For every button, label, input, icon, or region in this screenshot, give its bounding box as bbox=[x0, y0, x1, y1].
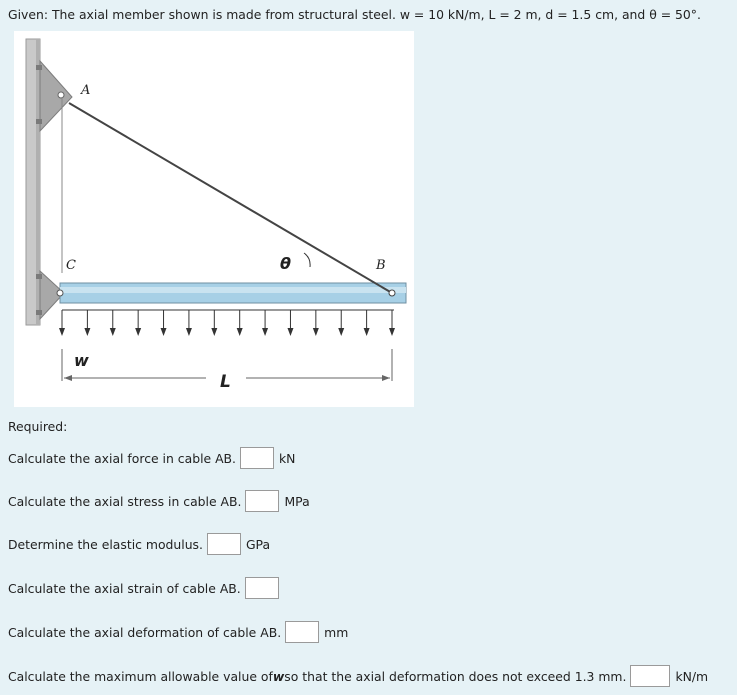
unit-label: kN/m bbox=[675, 668, 709, 684]
bolt bbox=[36, 274, 42, 279]
question-label: Calculate the axial strain of cable AB. bbox=[8, 580, 241, 596]
answer-input-elastic-modulus[interactable] bbox=[207, 533, 241, 555]
question-axial-force bbox=[8, 445, 295, 471]
unit-label: MPa bbox=[284, 493, 310, 509]
label-c: C bbox=[66, 258, 76, 273]
bracket-a bbox=[40, 61, 72, 131]
load-arrow-head bbox=[110, 328, 116, 336]
given-statement: Given: The axial member shown is made from structural steel. w = 10 kN/m, L = 2 m, d = 1.5 cm, and θ = 50°. bbox=[8, 7, 701, 22]
label-theta: θ bbox=[280, 254, 291, 273]
question-elastic-modulus bbox=[8, 531, 270, 557]
label-l: L bbox=[220, 372, 231, 392]
unit-label: GPa bbox=[245, 536, 271, 552]
load-arrow-head bbox=[237, 328, 243, 336]
load-arrow-head bbox=[161, 328, 167, 336]
pin-a bbox=[58, 92, 64, 98]
load-arrow-head bbox=[287, 328, 293, 336]
load-arrow-head bbox=[389, 328, 395, 336]
question-label: Calculate the axial deformation of cable AB. bbox=[8, 624, 282, 640]
bolt bbox=[36, 119, 42, 124]
question-label-post: so that the axial deformation does not exceed 1.3 mm. bbox=[284, 668, 627, 684]
problem-figure bbox=[14, 31, 414, 407]
answer-input-max-w[interactable] bbox=[630, 665, 670, 687]
label-a: A bbox=[81, 83, 91, 98]
load-arrow-head bbox=[338, 328, 344, 336]
question-label: Calculate the axial stress in cable AB. bbox=[8, 493, 242, 509]
question-max-w bbox=[8, 663, 708, 689]
load-arrow-head bbox=[313, 328, 319, 336]
load-arrow-head bbox=[262, 328, 268, 336]
dim-arrow-left bbox=[64, 375, 72, 381]
unit-label: kN bbox=[279, 450, 296, 466]
load-arrow-head bbox=[364, 328, 370, 336]
pin-c bbox=[57, 290, 63, 296]
angle-arc bbox=[304, 253, 310, 267]
load-arrow-head bbox=[186, 328, 192, 336]
label-b: B bbox=[376, 258, 386, 273]
load-arrow-head bbox=[211, 328, 217, 336]
wall-edge bbox=[36, 39, 40, 325]
question-axial-strain bbox=[8, 575, 284, 601]
cable-ab bbox=[69, 103, 392, 293]
question-axial-stress bbox=[8, 488, 310, 514]
answer-input-axial-force[interactable] bbox=[240, 447, 274, 469]
bolt bbox=[36, 310, 42, 315]
load-arrows bbox=[59, 310, 395, 336]
question-label-pre: Calculate the maximum allowable value of bbox=[8, 668, 273, 684]
answer-input-axial-deformation[interactable] bbox=[285, 621, 319, 643]
question-label: Determine the elastic modulus. bbox=[8, 536, 203, 552]
label-w: w bbox=[74, 351, 89, 370]
bolt bbox=[36, 65, 42, 70]
question-variable-w: w bbox=[272, 668, 285, 684]
question-axial-deformation bbox=[8, 619, 348, 645]
unit-label: mm bbox=[324, 624, 349, 640]
beam-highlight bbox=[60, 287, 406, 293]
pin-b bbox=[389, 290, 395, 296]
beam-cable-diagram bbox=[14, 31, 414, 407]
load-arrow-head bbox=[84, 328, 90, 336]
required-heading: Required: bbox=[8, 419, 68, 434]
answer-input-axial-strain[interactable] bbox=[245, 577, 279, 599]
answer-input-axial-stress[interactable] bbox=[245, 490, 279, 512]
question-label: Calculate the axial force in cable AB. bbox=[8, 450, 236, 466]
load-arrow-head bbox=[135, 328, 141, 336]
load-arrow-head bbox=[59, 328, 65, 336]
dim-arrow-right bbox=[382, 375, 390, 381]
